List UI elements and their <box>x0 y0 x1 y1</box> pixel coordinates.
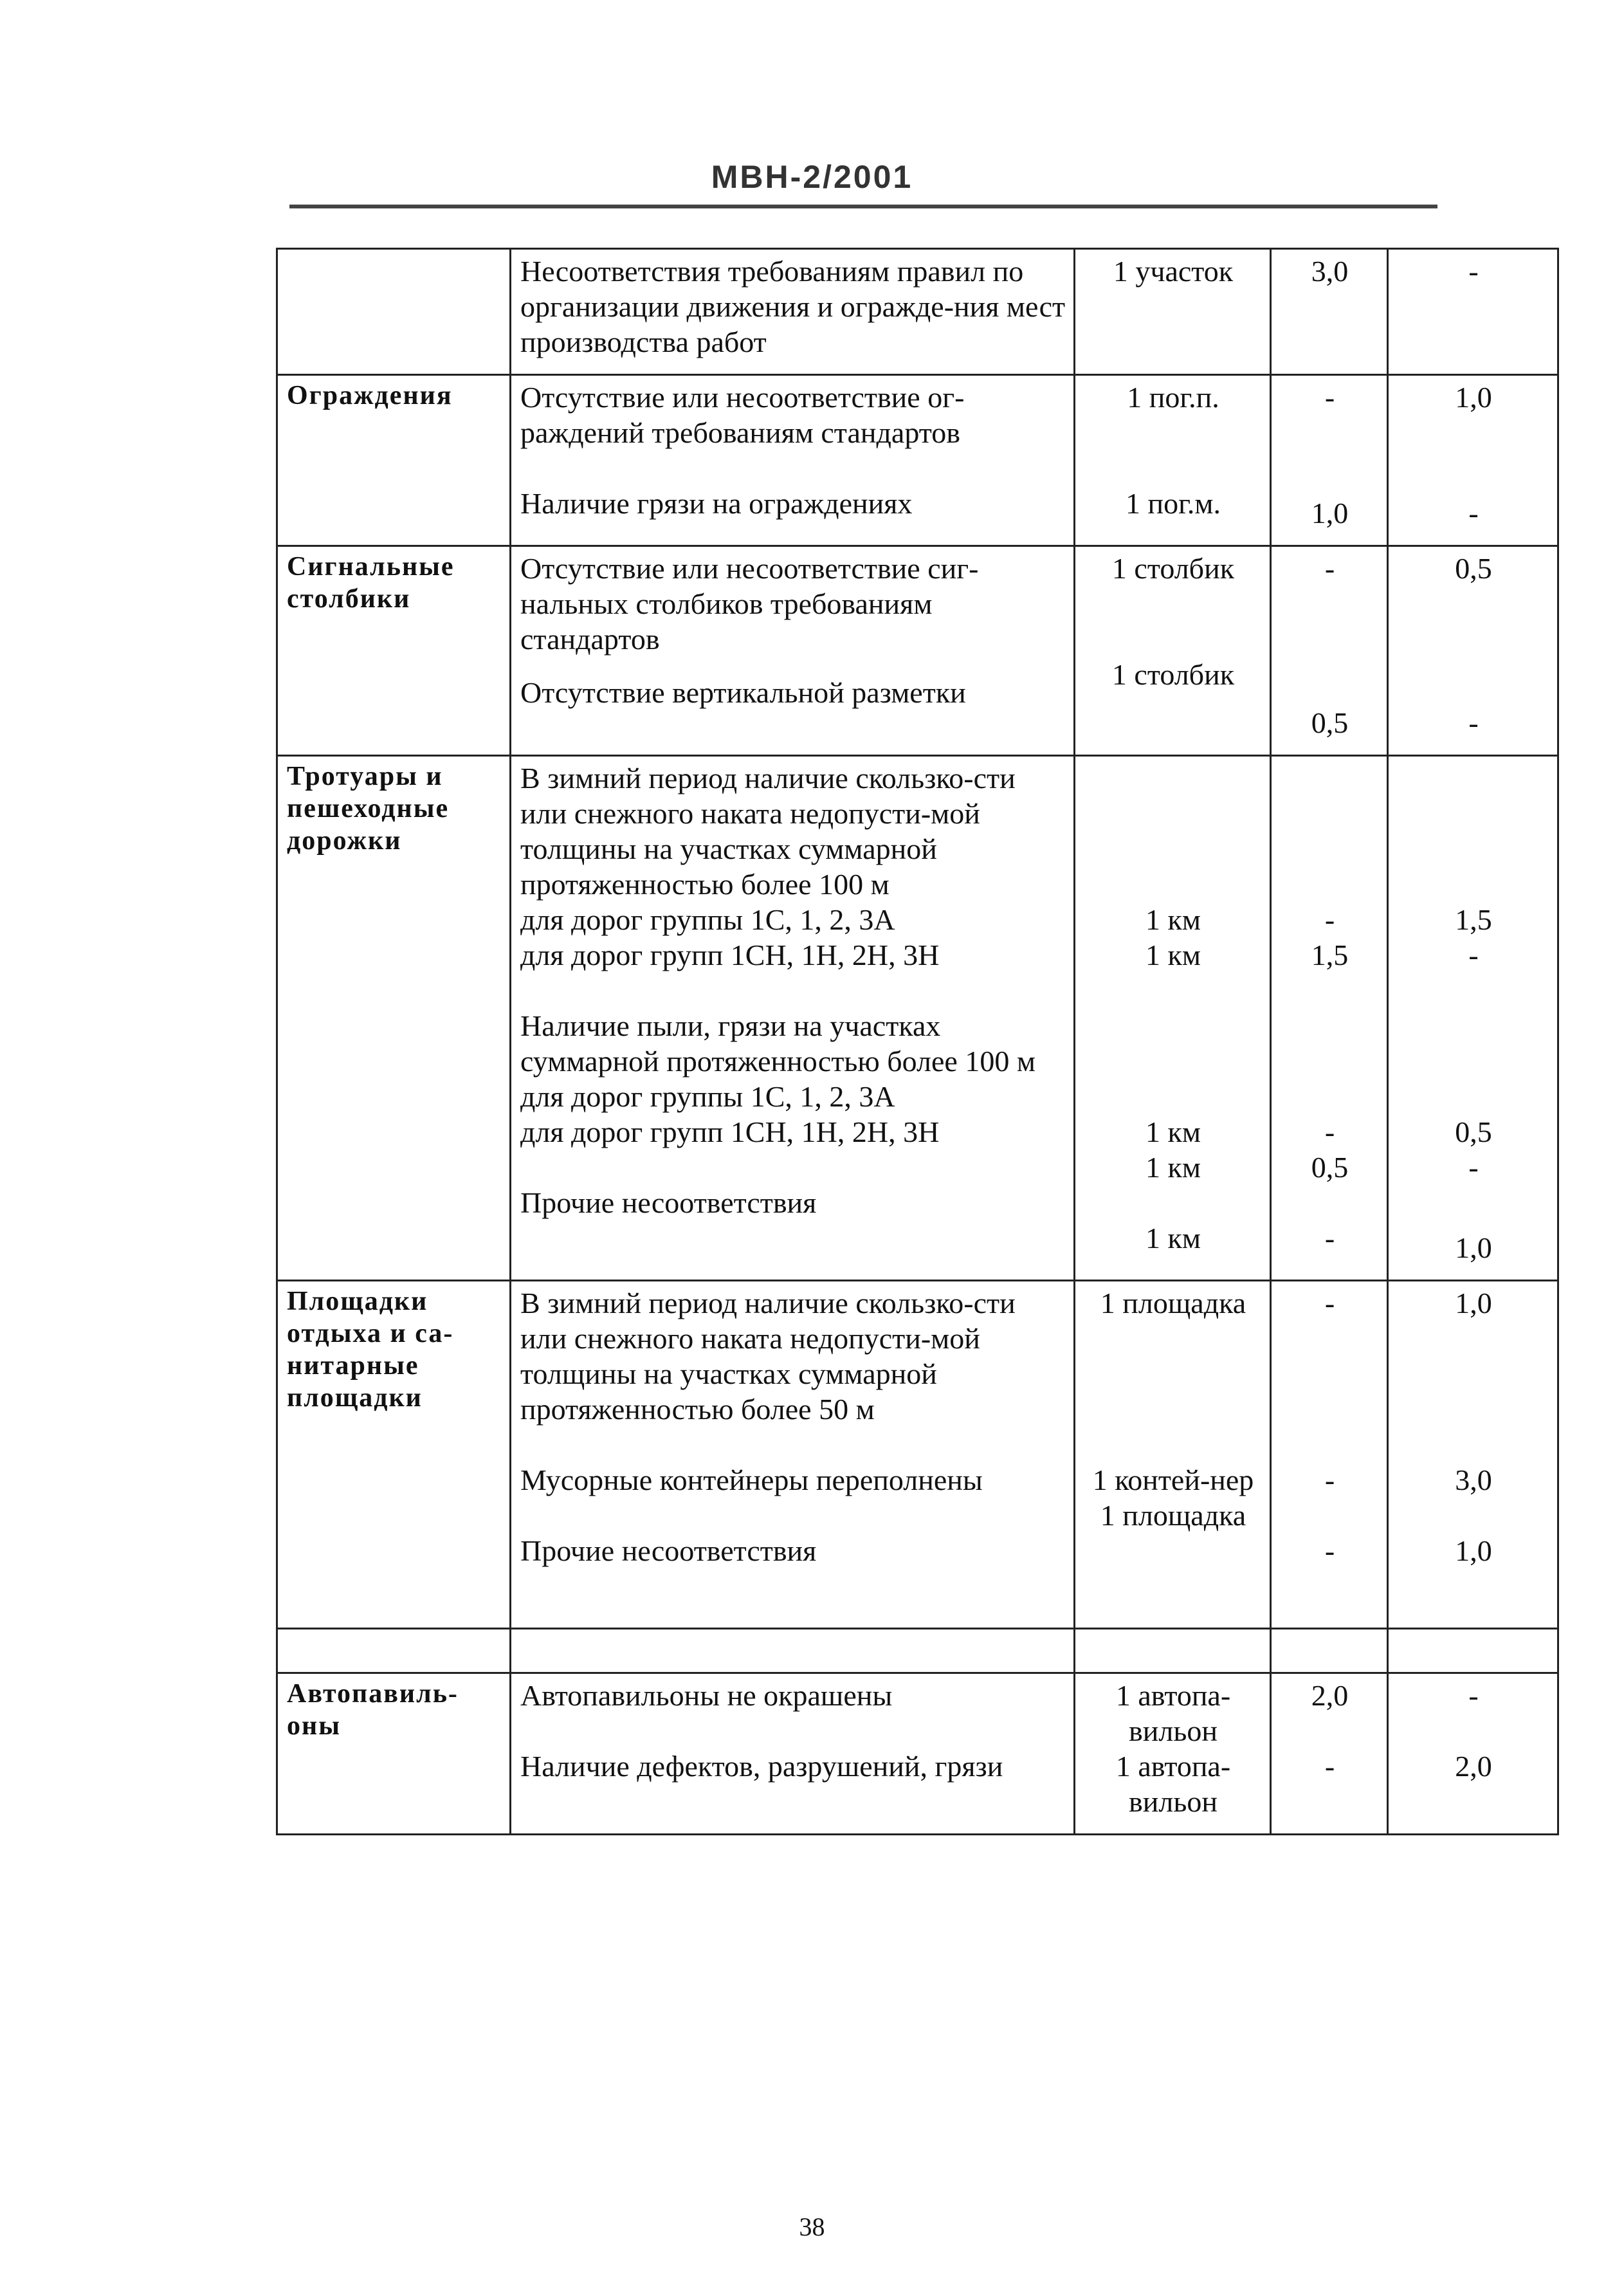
description-cell <box>511 1673 1075 1835</box>
description-text: В зимний период наличие скользко-сти или снежного наката недопусти-мой толщины на участках суммарной протяженностью более 100 м <box>520 762 1016 901</box>
value-b-text: 1,0 <box>1455 1287 1492 1319</box>
table-row <box>277 249 1558 375</box>
unit-cell <box>1075 756 1271 1281</box>
value-a-text: - <box>1324 1115 1335 1148</box>
value-b-cell <box>1388 1673 1558 1835</box>
unit-text: 1 площадка <box>1100 1287 1246 1319</box>
unit-text: 1 столбик <box>1111 552 1235 585</box>
description-text: для дорог групп 1СН, 1Н, 2Н, 3Н <box>520 1115 940 1148</box>
table-row <box>277 375 1558 546</box>
value-a-text: 0,5 <box>1311 1151 1349 1184</box>
description-text: Наличие грязи на ограждениях <box>520 487 913 520</box>
value-a-text: - <box>1324 1464 1335 1496</box>
table-row <box>277 1673 1558 1835</box>
value-b-text: 1,0 <box>1455 1231 1492 1264</box>
unit-text: 1 автопа-вильон <box>1115 1679 1231 1747</box>
unit-text: 1 пог.м. <box>1126 487 1221 520</box>
unit-cell <box>1075 1673 1271 1835</box>
table-row <box>277 756 1558 1281</box>
category-cell: Сигнальные столбики <box>277 546 511 756</box>
description-cell <box>511 249 1075 375</box>
description-cell <box>511 375 1075 546</box>
value-b-text: 1,0 <box>1455 381 1492 414</box>
category-cell: Площадки отдыха и са-нитарные площадки <box>277 1281 511 1629</box>
header-rule <box>289 205 1437 208</box>
value-a-text: - <box>1324 1534 1335 1567</box>
description-text: Прочие несоответствия <box>520 1534 817 1567</box>
value-a-cell <box>1271 375 1388 546</box>
description-text: Отсутствие или несоответствие ог-раждений требованиям стандартов <box>520 381 965 449</box>
category-cell: Автопавиль-оны <box>277 1673 511 1835</box>
description-text: В зимний период наличие скользко-сти или снежного наката недопусти-мой толщины на участках суммарной протяженностью более 50 м <box>520 1287 1016 1426</box>
description-text: для дорог групп 1СН, 1Н, 2Н, 3Н <box>520 939 940 971</box>
value-a-text: 1,5 <box>1311 939 1349 971</box>
value-a-text: - <box>1324 1750 1335 1783</box>
unit-text: 1 столбик <box>1111 658 1235 691</box>
value-b-text: - <box>1468 706 1479 739</box>
value-a-text: 0,5 <box>1311 706 1349 739</box>
category-cell: Тротуары и пешеходные дорожки <box>277 756 511 1281</box>
description-text: Несоответствия требованиям правил по организации движения и огражде-ния мест производства работ <box>520 255 1066 358</box>
requirements-table <box>276 248 1559 1835</box>
value-a-cell <box>1271 546 1388 756</box>
unit-text: 1 участок <box>1113 255 1234 288</box>
unit-text: 1 км <box>1145 903 1201 936</box>
unit-cell <box>1075 546 1271 756</box>
unit-text: 1 автопа-вильон <box>1115 1750 1231 1818</box>
description-text: Наличие дефектов, разрушений, грязи <box>520 1750 1003 1783</box>
value-a-cell <box>1271 249 1388 375</box>
value-b-text: - <box>1468 939 1479 971</box>
category-cell <box>277 249 511 375</box>
value-a-text: 2,0 <box>1311 1679 1349 1712</box>
unit-text: 1 км <box>1145 1115 1201 1148</box>
unit-text: 1 км <box>1145 1222 1201 1254</box>
unit-text: 1 пог.п. <box>1127 381 1219 414</box>
value-b-text: - <box>1468 255 1479 288</box>
unit-cell <box>1075 375 1271 546</box>
description-text: для дорог группы 1С, 1, 2, 3А <box>520 1080 895 1113</box>
value-b-text: - <box>1468 1679 1479 1712</box>
value-b-cell <box>1388 1281 1558 1629</box>
value-a-text: - <box>1324 1222 1335 1254</box>
value-a-text: - <box>1324 903 1335 936</box>
table-row <box>277 546 1558 756</box>
description-text: Наличие пыли, грязи на участках суммарной протяженностью более 100 м <box>520 1009 1036 1078</box>
document-code-header: МВН-2/2001 <box>711 159 913 195</box>
value-b-cell <box>1388 756 1558 1281</box>
value-a-text: 3,0 <box>1311 255 1349 288</box>
category-cell: Ограждения <box>277 375 511 546</box>
value-b-text: 0,5 <box>1455 1115 1492 1148</box>
description-cell <box>511 1281 1075 1629</box>
description-cell <box>511 756 1075 1281</box>
unit-text: 1 площадка <box>1100 1499 1246 1532</box>
description-cell <box>511 546 1075 756</box>
value-a-text: - <box>1324 1287 1335 1319</box>
value-a-cell <box>1271 756 1388 1281</box>
value-a-cell <box>1271 1281 1388 1629</box>
value-b-text: 0,5 <box>1455 552 1492 585</box>
value-a-cell <box>1271 1673 1388 1835</box>
description-text: Отсутствие или несоответствие сиг-нальных столбиков требованиям стандартов <box>520 552 979 656</box>
description-text: Прочие несоответствия <box>520 1186 817 1219</box>
value-b-text: 1,5 <box>1455 903 1492 936</box>
value-a-text: 1,0 <box>1311 497 1349 529</box>
value-a-text: - <box>1324 552 1335 585</box>
unit-cell <box>1075 1281 1271 1629</box>
value-b-text: 3,0 <box>1455 1464 1492 1496</box>
value-b-cell <box>1388 546 1558 756</box>
page-number: 38 <box>799 2212 825 2241</box>
value-b-cell <box>1388 375 1558 546</box>
description-text: Автопавильоны не окрашены <box>520 1679 893 1712</box>
value-b-text: - <box>1468 1151 1479 1184</box>
description-text: Отсутствие вертикальной разметки <box>520 676 966 709</box>
value-b-cell <box>1388 249 1558 375</box>
description-text: Мусорные контейнеры переполнены <box>520 1464 983 1496</box>
value-b-text: 1,0 <box>1455 1534 1492 1567</box>
unit-text: 1 контей-нер <box>1092 1464 1254 1496</box>
table-row <box>277 1281 1558 1629</box>
description-text: для дорог группы 1С, 1, 2, 3А <box>520 903 895 936</box>
value-b-text: - <box>1468 497 1479 529</box>
unit-cell <box>1075 249 1271 375</box>
value-a-text: - <box>1324 381 1335 414</box>
value-b-text: 2,0 <box>1455 1750 1492 1783</box>
unit-text: 1 км <box>1145 939 1201 971</box>
spacer-row <box>277 1629 1558 1673</box>
unit-text: 1 км <box>1145 1151 1201 1184</box>
